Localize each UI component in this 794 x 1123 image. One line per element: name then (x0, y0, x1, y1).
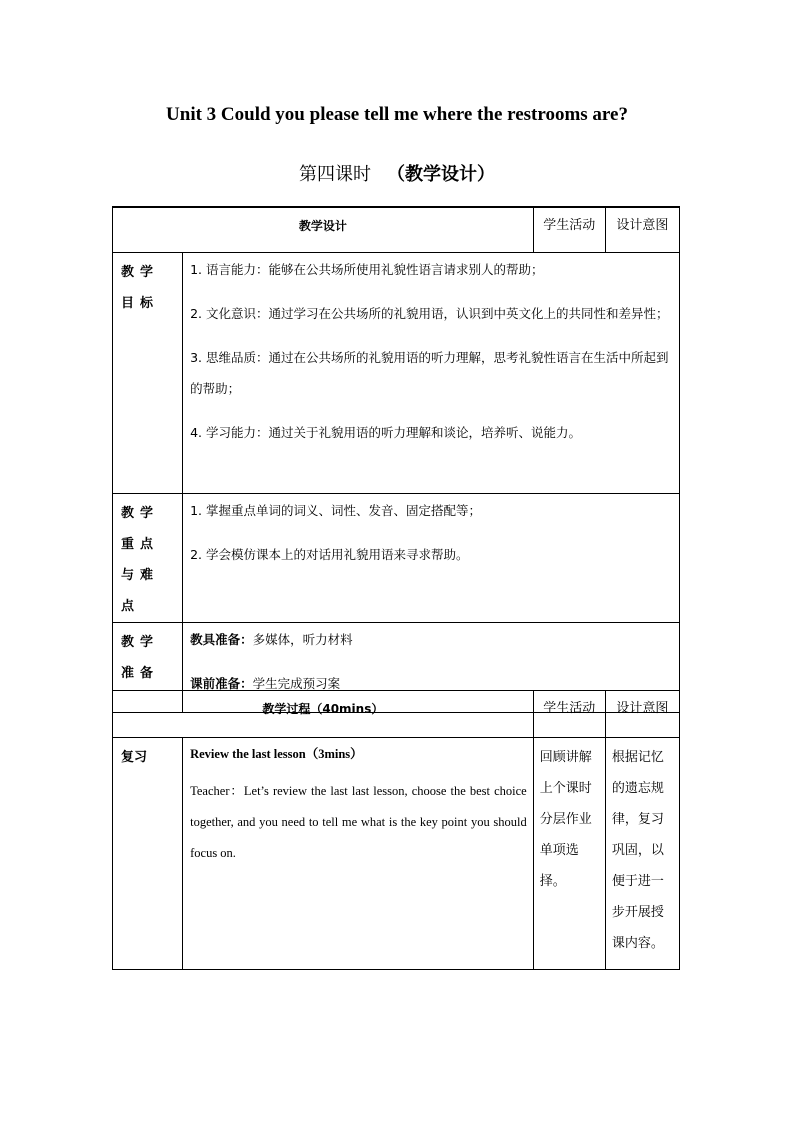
header-design-intent: 设计意图 (605, 691, 679, 738)
objective-item: 3. 思维品质：通过在公共场所的礼貌用语的听力理解，思考礼貌性语言在生活中所起到的帮助； (190, 349, 669, 396)
header-design: 教学设计 (113, 207, 534, 252)
objectives-label: 教学目标 (113, 252, 183, 493)
review-student-activity: 回顾讲解上个课时分层作业单项选择。 (533, 738, 605, 970)
header-student-activity: 学生活动 (533, 207, 605, 252)
pre-class-prep-label: 课前准备： (190, 675, 253, 691)
header-student-activity: 学生活动 (533, 691, 605, 738)
pre-class-prep-value: 学生完成预习案 (252, 675, 341, 691)
preparation-label: 教学准备 (113, 622, 183, 712)
key-point-item: 1. 掌握重点单词的词义、词性、发音、固定搭配等； (190, 502, 482, 518)
review-row (113, 738, 680, 970)
review-label: 复习 (113, 738, 183, 970)
key-points-label: 教学重点与难点 (113, 493, 183, 622)
review-heading: Review the last lesson（3mins） (190, 747, 363, 761)
review-text: Teacher：Let’s review the last last lesson, choose the best choice together, and you need to tell me what is the key point you should focus on. (190, 784, 527, 860)
objective-item: 1. 语言能力：能够在公共场所使用礼貌性语言请求别人的帮助； (190, 261, 544, 277)
teaching-design-table (112, 206, 680, 713)
objectives-content (183, 252, 680, 493)
tools-prep (183, 623, 679, 655)
key-points-row (113, 493, 680, 622)
tools-prep-value: 多媒体，听力材料 (252, 631, 353, 647)
objectives-row (113, 252, 680, 493)
lesson-subtitle-bold: （教学设计） (387, 164, 495, 185)
design-header-row (113, 207, 680, 252)
objective-item: 2. 文化意识：通过学习在公共场所的礼貌用语，认识到中英文化上的共同性和差异性； (190, 305, 669, 321)
process-header-row (113, 691, 680, 738)
teaching-process-table (112, 690, 680, 970)
document-title: Unit 3 Could you please tell me where the restrooms are? (166, 104, 628, 125)
objective-item: 4. 学习能力：通过关于礼貌用语的听力理解和谈论，培养听、说能力。 (190, 424, 582, 440)
key-point-item: 2. 学会模仿课本上的对话用礼貌用语来寻求帮助。 (190, 546, 469, 562)
review-content (183, 738, 534, 970)
lesson-number: 第四课时 (299, 164, 371, 185)
lesson-subtitle (0, 160, 794, 186)
header-process: 教学过程（40mins） (113, 691, 534, 738)
header-design-intent: 设计意图 (605, 207, 679, 252)
tools-prep-label: 教具准备： (190, 631, 253, 647)
key-points-content (183, 493, 680, 622)
review-design-intent: 根据记忆的遗忘规律，复习巩固，以便于进一步开展授课内容。 (605, 738, 679, 970)
